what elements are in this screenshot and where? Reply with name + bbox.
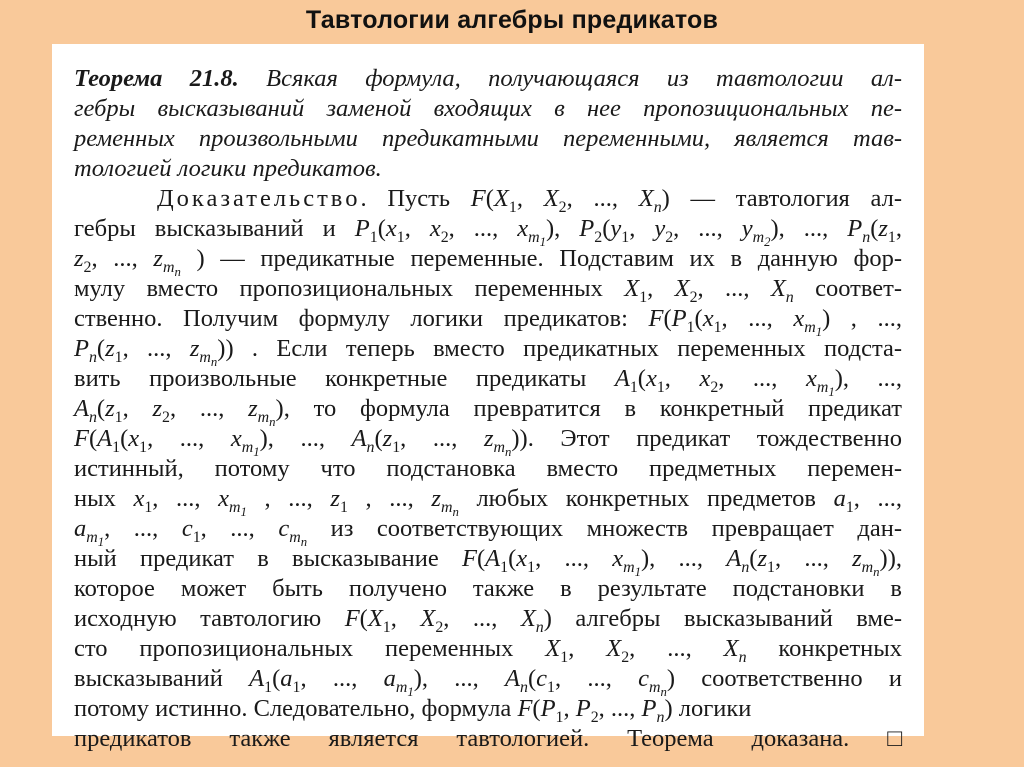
theorem-text	[74, 64, 902, 754]
text-line: истинный, потому что подстановка вместо предметных перемен-	[74, 455, 902, 482]
text-line: мулу вместо пропозициональных переменных $X_1$, $X_2$, ..., $X_n$ соответ-	[74, 275, 903, 306]
text-line: $A_n(z_1$, $z_2$, ..., $z_{m_n}$), то формула превратится в конкретный предикат	[74, 395, 903, 430]
text-line: высказываний $A_1(a_1$, ..., $a_{m_1}$), ..., $A_n(c_1$, ..., $c_{m_n}$) соответственно и	[74, 665, 903, 700]
book-page-scan	[52, 44, 924, 752]
text-line: сто пропозициональных переменных $X_1$, $X_2$, ..., $X_n$ конкретных	[74, 635, 903, 666]
text-line: тологией логики предикатов.	[74, 155, 382, 182]
text-line: потому истинно. Следовательно, формула $F(P_1$, $P_2$, ..., $P_n$) логики	[74, 695, 752, 726]
text-line: ственно. Получим формулу логики предикатов: $F(P_1(x_1$, ..., $x_{m_1}$) , ...,	[74, 305, 902, 340]
text-line: Теорема 21.8. Всякая формула, получающаяся из тавтологии ал-	[74, 65, 902, 92]
text-line: ный предикат в высказывание $F(A_1(x_1$, ..., $x_{m_1}$), ..., $A_n(z_1$, ..., $z_{m_n}$)),	[74, 545, 902, 580]
text-line: $F(A_1(x_1$, ..., $x_{m_1}$), ..., $A_n(z_1$, ..., $z_{m_n}$)). Этот предикат тождественно	[74, 425, 903, 460]
text-line: ременных произвольными предикатными переменными, является тав-	[74, 125, 902, 152]
text-line: исходную тавтологию $F(X_1$, $X_2$, ..., $X_n$) алгебры высказываний вме-	[74, 605, 902, 636]
text-line: которое может быть получено также в результате подстановки в	[74, 575, 902, 602]
text-line: $P_n(z_1$, ..., $z_{m_n}$)) . Если теперь вместо предикатных переменных подста-	[74, 335, 902, 370]
text-line: $z_2$, ..., $z_{m_n}$ ) — предикатные переменные. Подставим их в данную фор-	[74, 245, 903, 280]
text-line: Доказательство. Пусть $F(X_1$, $X_2$, ..., $X_n$) — тавтология ал-	[156, 185, 903, 216]
text-line: гебры высказываний заменой входящих в нее пропозициональных пе-	[74, 95, 902, 122]
slide-title: Тавтологии алгебры предикатов	[305, 6, 719, 34]
text-line: вить произвольные конкретные предикаты $A_1(x_1$, $x_2$, ..., $x_{m_1}$), ...,	[74, 365, 902, 400]
text-line: ных $x_1$, ..., $x_{m_1}$ , ..., $z_1$ , ..., $z_{m_n}$ любых конкретных предметов $a_1$, ...,	[74, 485, 903, 520]
text-line: гебры высказываний и $P_1(x_1$, $x_2$, ..., $x_{m_1}$), $P_2(y_1$, $y_2$, ..., $y_{m_2}$), ..., $P_n(z_1$,	[74, 215, 902, 250]
text-line: $a_{m_1}$, ..., $c_1$, ..., $c_{m_n}$ из соответствующих множеств превращает дан-	[74, 515, 903, 550]
text-line: предикатов также является тавтологией. Теорема доказана. □	[74, 725, 902, 752]
